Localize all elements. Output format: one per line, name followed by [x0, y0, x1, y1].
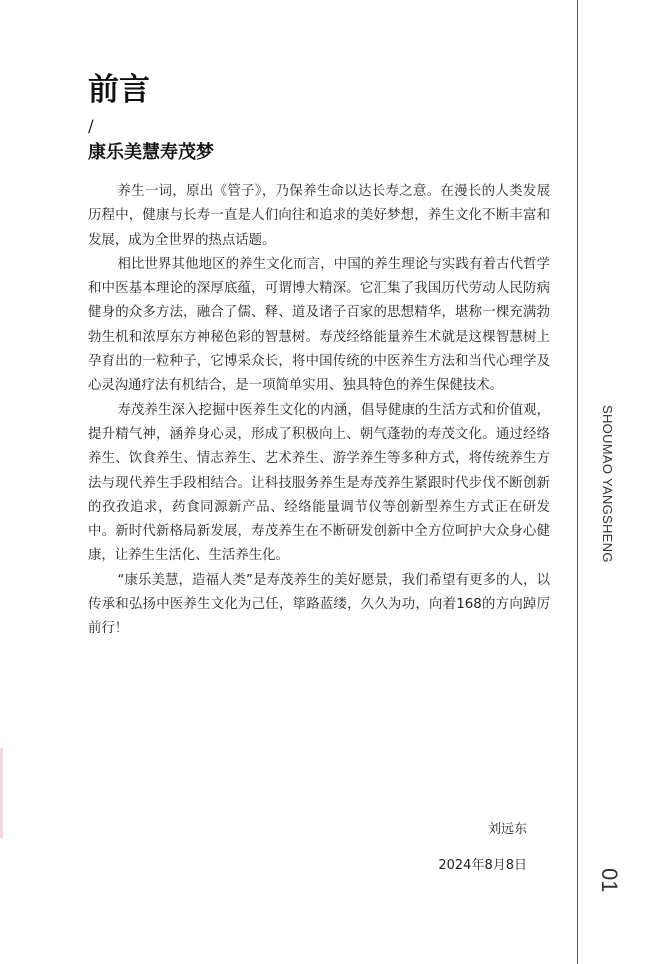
paragraph-2: 相比世界其他地区的养生文化而言，中国的养生理论与实践有着古代哲学和中医基本理论的深厚底蕴，可谓博大精深。它汇集了我国历代劳动人民防病健身的众多方法，融合了儒、释、道及诸子百家的思想精华，堪称一棵充满勃勃生机和浓厚东方神秘色彩的智慧树。寿茂经络能量养生术就是这棵智慧树上孕育出的一粒种子，它博采众长，将中国传统的中医养生方法和当代心理学及心灵沟通疗法有机结合，是一项简单实用、独具特色的养生保健技术。	[88, 256, 550, 394]
signature-date: 2024年8月8日	[438, 858, 527, 873]
running-header-label: SHOUMAO YANGSHENG	[600, 405, 615, 563]
paragraph-3: 寿茂养生深入挖掘中医养生文化的内涵，倡导健康的生活方式和价值观，提升精气神，涵养身心灵，形成了积极向上、朝气蓬勃的寿茂文化。通过经络养生、饮食养生、情志养生、艺术养生、游学养生等多种方式，将传统养生方法与现代养生手段相结合。让科技服务养生是寿茂养生紧跟时代步伐不断创新的孜孜追求，药食同源新产品、经络能量调节仪等创新型养生方式正在研发中。新时代新格局新发展，寿茂养生在不断研发创新中全方位呵护大众身心健康，让养生生活化、生活养生化。	[88, 402, 550, 564]
preface-content	[88, 70, 550, 642]
preface-body	[88, 180, 550, 642]
page-number: 01	[597, 868, 622, 893]
page-subtitle: 康乐美慧寿茂梦	[88, 142, 214, 163]
title-separator: /	[88, 117, 94, 137]
page-title: 前言	[88, 72, 150, 108]
margin-divider	[577, 0, 578, 964]
page-edge-mark	[0, 748, 3, 838]
signature-author: 刘远东	[487, 822, 527, 837]
paragraph-1: 养生一词，原出《管子》，乃保养生命以达长寿之意。在漫长的人类发展历程中，健康与长寿一直是人们向往和追求的美好梦想，养生文化不断丰富和发展，成为全世界的热点话题。	[88, 184, 550, 248]
paragraph-4: “康乐美慧，造福人类”是寿茂养生的美好愿景，我们希望有更多的人，以传承和弘扬中医养生文化为己任，筚路蓝缕，久久为功，向着168的方向踔厉前行！	[88, 572, 550, 637]
